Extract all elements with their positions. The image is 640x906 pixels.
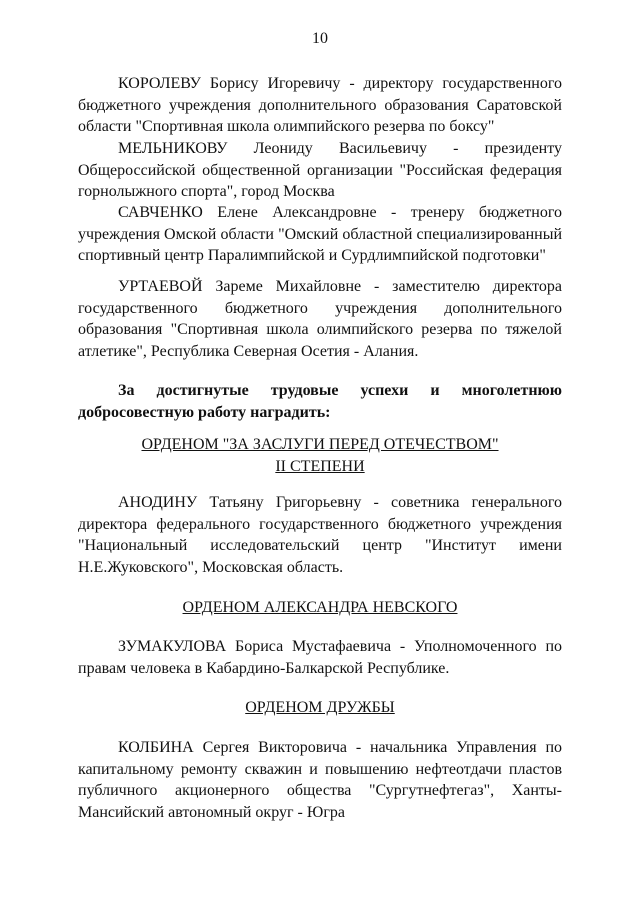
award-entry: [78, 636, 562, 679]
award-entry: [78, 492, 562, 578]
order-title-line2: II СТЕПЕНИ: [275, 457, 365, 475]
recipient-details: Елене Александровне - тренеру бюджетного учреждения Омской области "Омский областной специализированный спортивный центр Паралимпийской и Сурдлимпийской подготовки": [78, 204, 563, 264]
order-heading-nevsky: ОРДЕНОМ АЛЕКСАНДРА НЕВСКОГО: [182, 599, 458, 616]
award-entry: [78, 737, 562, 823]
recipient-surname: КОЛБИНА: [118, 739, 194, 756]
award-entry: [78, 276, 562, 362]
recipient-surname: МЕЛЬНИКОВУ: [118, 140, 228, 157]
recipient-details: Сергея Викторовича - начальника Управления по капитальному ремонту скважин и повышению нефтеотдачи пластов публичного акционерного общества "Сургутнефтегаз", Ханты-Мансийский автономный округ - Югра: [78, 739, 563, 821]
award-entry: [78, 73, 562, 138]
recipient-details: Татьяну Григорьевну - советника генерального директора федерального государственного бюджетного учреждения "Национальный исследовательский центр "Институт имени Н.Е.Жуковского", Московская область.: [78, 494, 562, 576]
recipient-surname: УРТАЕВОЙ: [118, 278, 203, 295]
award-entry: [78, 138, 562, 203]
recipient-surname: АНОДИНУ: [118, 494, 198, 511]
order-title-line1: ОРДЕНОМ "ЗА ЗАСЛУГИ ПЕРЕД ОТЕЧЕСТВОМ": [141, 436, 499, 453]
order-heading-merit: [78, 434, 562, 477]
recipient-details: Зареме Михайловне - заместителю директора государственного бюджетного учреждения дополнительного образования "Спортивная школа олимпийского резерва по тяжелой атлетике", Республика Северная Осетия - Алания.: [78, 278, 563, 360]
recipient-details: Бориса Мустафаевича - Уполномоченного по правам человека в Кабардино-Балкарской Республике.: [78, 638, 563, 677]
order-heading-friendship: ОРДЕНОМ ДРУЖБЫ: [245, 699, 395, 716]
recipient-details: Борису Игоревичу - директору государственного бюджетного учреждения дополнительного образования Саратовской области "Спортивная школа олимпийского резерва по боксу": [78, 75, 562, 135]
recipient-details: Леониду Васильевичу - президенту Общероссийской общественной организации "Российская федерация горнолыжного спорта", город Москва: [78, 140, 563, 200]
page-number: 10: [312, 30, 328, 47]
recipient-surname: ЗУМАКУЛОВА: [118, 638, 227, 655]
recipient-surname: САВЧЕНКО: [118, 204, 203, 221]
award-intro: За достигнутые трудовые успехи и многолетнюю добросовестную работу наградить:: [78, 382, 562, 421]
recipient-surname: КОРОЛЕВУ: [118, 75, 202, 92]
award-entry: [78, 202, 562, 267]
